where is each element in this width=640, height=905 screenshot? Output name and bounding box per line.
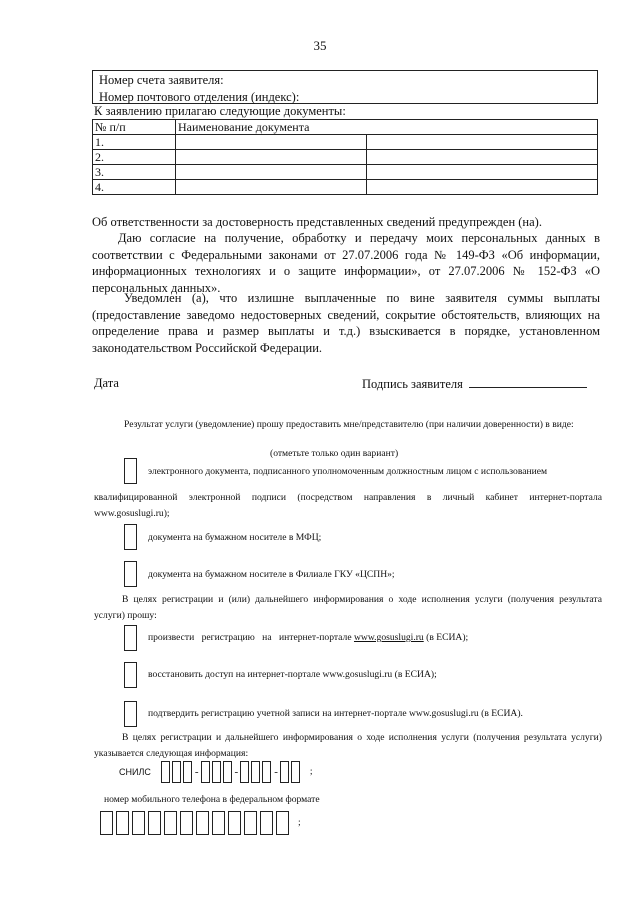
snils-digit-box[interactable] <box>280 761 289 783</box>
applicant-info-box <box>92 70 598 104</box>
snils-separator: - <box>194 766 199 778</box>
registration-option-confirm-label: подтвердить регистрацию учетной записи на интернет-портале www.gosuslugi.ru (в ЕСИА). <box>148 708 523 719</box>
result-intro: Результат услуги (уведомление) прошу предоставить мне/представителю (при наличии доверенности) в виде: <box>124 419 574 430</box>
table-row <box>93 150 598 165</box>
result-option-cspn-label: документа на бумажном носителе в Филиале ГКУ «ЦСПН»; <box>148 569 395 580</box>
table-row <box>93 180 598 195</box>
snils-digit-box[interactable] <box>251 761 260 783</box>
table-header-number: № п/п <box>93 120 176 135</box>
snils-digit-box[interactable] <box>161 761 170 783</box>
registration-option-restore-checkbox[interactable] <box>124 662 137 688</box>
phone-digit-box[interactable] <box>260 811 273 835</box>
table-header-doc-name: Наименование документа <box>176 120 598 135</box>
table-cell-number: 1. <box>93 135 176 150</box>
phone-digit-box[interactable] <box>276 811 289 835</box>
phone-digit-box[interactable] <box>116 811 129 835</box>
phone-row <box>100 811 301 835</box>
gosuslugi-link[interactable]: www.gosuslugi.ru <box>353 632 424 643</box>
table-row <box>93 165 598 180</box>
signature-label: Подпись заявителя <box>362 377 463 391</box>
date-label: Дата <box>94 376 119 390</box>
result-option-electronic-label-2: квалифицированной электронной подписи (посредством направления в личный кабинет интернет-портала www.gosuslugi.ru); <box>94 492 602 519</box>
snils-separator: - <box>274 766 278 778</box>
registration-option-confirm-checkbox[interactable] <box>124 701 137 727</box>
info-intro: В целях регистрации и дальнейшего информирования о ходе исполнения услуги (получения результата услуги) указывается следующая информация: <box>94 732 602 759</box>
result-option-mfc-checkbox[interactable] <box>124 524 137 550</box>
table-cell-number: 3. <box>93 165 176 180</box>
account-number-label: Номер счета заявителя: <box>99 73 224 87</box>
snils-digit-box[interactable] <box>240 761 249 783</box>
registration-option-create-prefix: произвести регистрацию на интернет-портале <box>148 632 352 643</box>
phone-digit-box[interactable] <box>212 811 225 835</box>
result-option-mfc-label: документа на бумажном носителе в МФЦ; <box>148 532 322 543</box>
documents-table <box>92 119 598 195</box>
phone-digit-box[interactable] <box>244 811 257 835</box>
result-option-electronic-label-1: электронного документа, подписанного уполномоченным должностным лицом с использованием <box>148 466 548 477</box>
snils-label: СНИЛС <box>119 767 151 777</box>
postal-index-label: Номер почтового отделения (индекс): <box>99 90 300 104</box>
phone-input[interactable] <box>100 814 296 831</box>
result-hint: (отметьте только один вариант) <box>270 448 399 459</box>
snils-end-mark: ; <box>309 766 313 777</box>
snils-digit-box[interactable] <box>262 761 271 783</box>
notice-paragraph: Уведомлен (а), что излишне выплаченные по вине заявителя суммы выплаты (предоставление заведомо недостоверных сведений, сокрытие обстоятельств, влияющих на определение права и размер выплаты и т.д.) взыскивается в порядке, установленном законодательством Российской Федерации. <box>92 291 600 355</box>
attached-docs-intro: К заявлению прилагаю следующие документы: <box>94 104 346 118</box>
table-cell-number: 4. <box>93 180 176 195</box>
snils-input[interactable] <box>161 763 306 780</box>
result-option-electronic-checkbox[interactable] <box>124 458 137 484</box>
signature-line[interactable] <box>469 376 587 388</box>
phone-end-mark: ; <box>298 817 301 828</box>
snils-digit-box[interactable] <box>201 761 210 783</box>
table-header-row <box>93 120 598 135</box>
consent-paragraph: Даю согласие на получение, обработку и передачу моих персональных данных в соответствии с Федеральными законами от 27.07.2006 года № 149-ФЗ «Об информации, информационных технологиях и о защите информации», от 27.07.2006 № 152-ФЗ «О персональных данных». <box>92 231 600 295</box>
table-row <box>93 135 598 150</box>
phone-label: номер мобильного телефона в федеральном формате <box>104 794 320 805</box>
snils-digit-box[interactable] <box>223 761 232 783</box>
phone-digit-box[interactable] <box>196 811 209 835</box>
page-number: 35 <box>313 38 327 53</box>
table-cell-number: 2. <box>93 150 176 165</box>
registration-intro: В целях регистрации и (или) дальнейшего информирования о ходе исполнения услуги (получения результата услуги) прошу: <box>94 594 602 621</box>
phone-digit-box[interactable] <box>100 811 113 835</box>
registration-option-create-suffix: (в ЕСИА); <box>426 632 469 643</box>
snils-row <box>119 761 313 783</box>
registration-option-restore-label: восстановить доступ на интернет-портале www.gosuslugi.ru (в ЕСИА); <box>148 669 437 680</box>
phone-digit-box[interactable] <box>164 811 177 835</box>
registration-option-create-label <box>148 630 602 646</box>
responsibility-text: Об ответственности за достоверность представленных сведений предупрежден (на). <box>92 215 542 229</box>
registration-option-create-checkbox[interactable] <box>124 625 137 651</box>
phone-digit-box[interactable] <box>180 811 193 835</box>
snils-separator: - <box>234 766 239 778</box>
phone-digit-box[interactable] <box>132 811 145 835</box>
result-option-cspn-checkbox[interactable] <box>124 561 137 587</box>
phone-digit-box[interactable] <box>148 811 161 835</box>
phone-digit-box[interactable] <box>228 811 241 835</box>
snils-digit-box[interactable] <box>212 761 221 783</box>
snils-digit-box[interactable] <box>172 761 181 783</box>
snils-digit-box[interactable] <box>183 761 192 783</box>
signature-area <box>362 376 587 392</box>
snils-digit-box[interactable] <box>291 761 300 783</box>
